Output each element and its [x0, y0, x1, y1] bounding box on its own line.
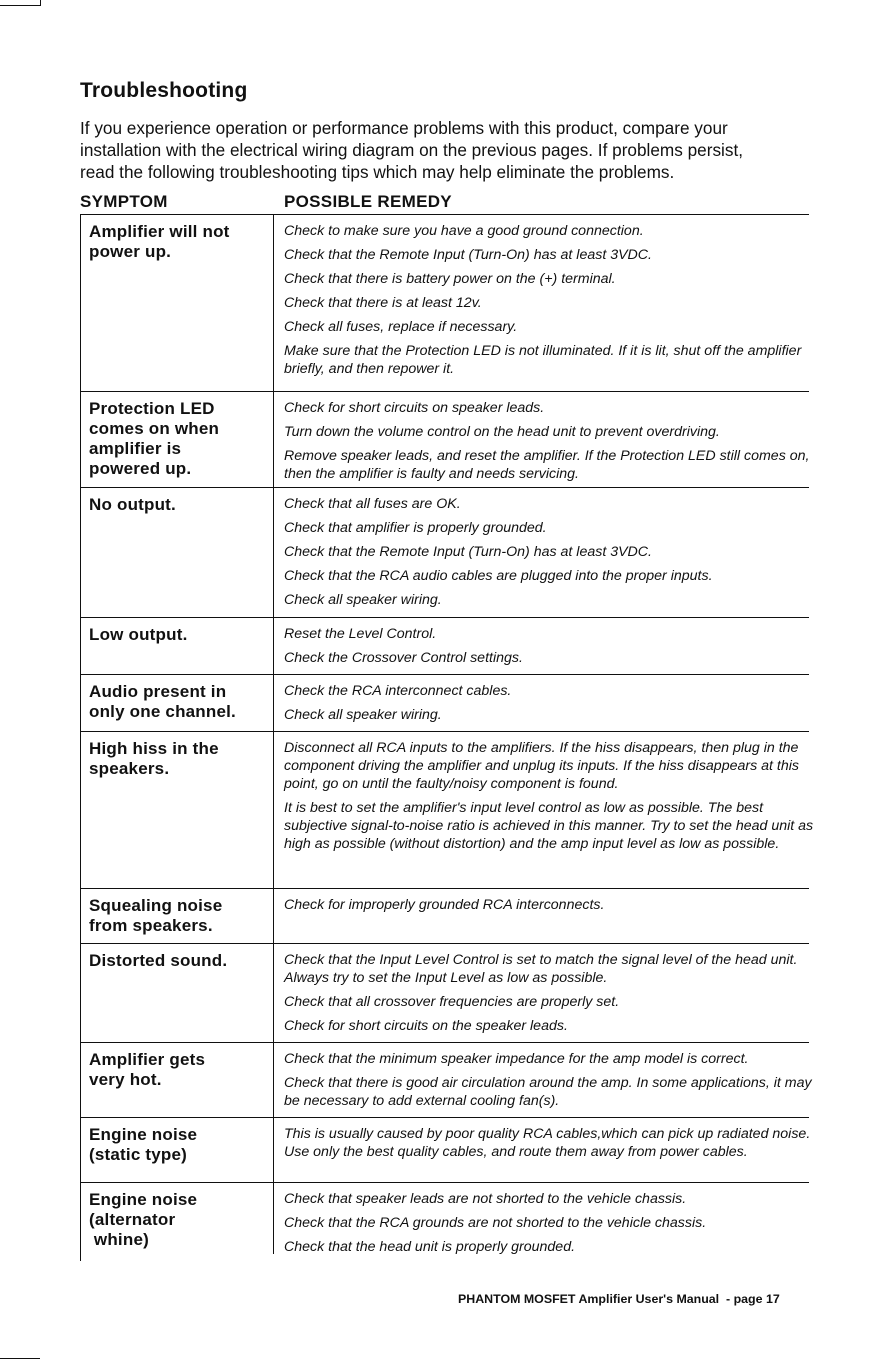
crop-mark-bottom [0, 1358, 40, 1362]
symptom-line: Amplifier will not [89, 222, 230, 241]
remedy-item: Check that the Remote Input (Turn-On) has at least 3VDC. [284, 247, 652, 263]
remedy-item: This is usually caused by poor quality RCA cables,which can pick up radiated noise. Use only the best quality cables, and route them away from power cables. [284, 1126, 811, 1160]
remedy-item: Make sure that the Protection LED is not illuminated. If it is lit, shut off the amplifier briefly, and then repower it. [284, 343, 802, 377]
intro-line: installation with the electrical wiring diagram on the previous pages. If problems persist, [80, 140, 743, 160]
symptom-line: Engine noise [89, 1190, 198, 1209]
page-footer: PHANTOM MOSFET Amplifier User's Manual - page 17 [458, 1292, 780, 1306]
symptom-cell [89, 1190, 269, 1250]
symptom-cell [89, 951, 269, 971]
symptom-line: amplifier is [89, 439, 182, 458]
symptom-cell [89, 495, 269, 515]
remedy-cell [284, 625, 819, 673]
left-border [80, 214, 81, 1261]
symptom-line: Distorted sound. [89, 951, 228, 970]
remedy-item: Check that the Remote Input (Turn-On) has at least 3VDC. [284, 544, 652, 560]
symptom-cell [89, 399, 269, 479]
remedy-item: Check that the Input Level Control is set to match the signal level of the head unit. Always try to set the Input Level as low as possible. [284, 952, 798, 986]
intro-paragraph [80, 117, 825, 183]
row-rule [80, 1182, 809, 1183]
symptom-line: comes on when [89, 419, 220, 438]
symptom-cell [89, 739, 269, 779]
remedy-cell [284, 1125, 819, 1167]
symptom-line: powered up. [89, 459, 192, 478]
symptom-cell [89, 682, 269, 722]
remedy-cell [284, 896, 819, 920]
row-rule [80, 888, 809, 889]
symptom-line: speakers. [89, 759, 170, 778]
remedy-item: Check for short circuits on speaker leads. [284, 400, 545, 416]
remedy-item: Check that the minimum speaker impedance for the amp model is correct. [284, 1051, 749, 1067]
remedy-item: Disconnect all RCA inputs to the amplifiers. If the hiss disappears, then plug in the component driving the amplifier and unplug its inputs. If the hiss disappears at this point, go on until the faulty/noisy component is found. [284, 740, 799, 792]
symptom-line: very hot. [89, 1070, 162, 1089]
remedy-item: Check all speaker wiring. [284, 707, 442, 723]
remedy-item: Check to make sure you have a good ground connection. [284, 223, 644, 239]
remedy-header: POSSIBLE REMEDY [284, 192, 452, 211]
symptom-line: Protection LED [89, 399, 215, 418]
symptom-cell [89, 896, 269, 936]
symptom-line: High hiss in the [89, 739, 219, 758]
remedy-cell [284, 399, 819, 489]
page-title: Troubleshooting [80, 79, 248, 102]
remedy-item: Check for improperly grounded RCA interconnects. [284, 897, 605, 913]
row-rule [80, 1117, 809, 1118]
remedy-item: Check all fuses, replace if necessary. [284, 319, 518, 335]
remedy-item: Check that there is battery power on the (+) terminal. [284, 271, 616, 287]
symptom-line: only one channel. [89, 702, 236, 721]
symptom-line: No output. [89, 495, 176, 514]
remedy-item: Check that all crossover frequencies are properly set. [284, 994, 620, 1010]
row-rule [80, 617, 809, 618]
remedy-item: Reset the Level Control. [284, 626, 437, 642]
symptom-line: from speakers. [89, 916, 213, 935]
symptom-line: whine) [89, 1230, 149, 1249]
column-divider [273, 214, 274, 1254]
remedy-item: Remove speaker leads, and reset the amplifier. If the Protection LED still comes on, then the amplifier is faulty and needs servicing. [284, 448, 810, 482]
remedy-cell [284, 951, 819, 1041]
symptom-line: (static type) [89, 1145, 188, 1164]
row-rule [80, 943, 809, 944]
intro-line: read the following troubleshooting tips which may help eliminate the problems. [80, 162, 675, 182]
row-rule [80, 674, 809, 675]
remedy-item: Check that all fuses are OK. [284, 496, 461, 512]
remedy-item: Check that there is at least 12v. [284, 295, 482, 311]
remedy-item: Check that the head unit is properly grounded. [284, 1239, 576, 1255]
row-rule [80, 1042, 809, 1043]
symptom-header: SYMPTOM [80, 192, 168, 211]
symptom-line: Low output. [89, 625, 188, 644]
row-rule [80, 391, 809, 392]
symptom-line: Amplifier gets [89, 1050, 206, 1069]
symptom-cell [89, 1125, 269, 1165]
remedy-cell [284, 1190, 819, 1262]
remedy-item: It is best to set the amplifier's input level control as low as possible. The best subjective signal-to-noise ratio is achieved in this manner. Try to set the head unit as high as possible (without distortion) and the amp input level as low as possible. [284, 800, 814, 852]
remedy-item: Check that speaker leads are not shorted to the vehicle chassis. [284, 1191, 687, 1207]
crop-mark-top [0, 0, 41, 6]
intro-line: If you experience operation or performance problems with this product, compare your [80, 118, 728, 138]
remedy-item: Check that the RCA grounds are not shorted to the vehicle chassis. [284, 1215, 707, 1231]
remedy-item: Check all speaker wiring. [284, 592, 442, 608]
remedy-item: Check that amplifier is properly grounded. [284, 520, 547, 536]
remedy-cell [284, 1050, 819, 1116]
remedy-cell [284, 739, 819, 859]
symptom-line: Audio present in [89, 682, 227, 701]
remedy-cell [284, 222, 819, 384]
symptom-line: power up. [89, 242, 172, 261]
symptom-line: Squealing noise [89, 896, 223, 915]
remedy-item: Check for short circuits on the speaker leads. [284, 1018, 568, 1034]
row-rule [80, 487, 809, 488]
symptom-cell [89, 1050, 269, 1090]
remedy-item: Check that there is good air circulation around the amp. In some applications, it may be necessary to add external cooling fan(s). [284, 1075, 812, 1109]
symptom-line: Engine noise [89, 1125, 198, 1144]
remedy-cell [284, 495, 819, 615]
remedy-cell [284, 682, 819, 730]
remedy-item: Turn down the volume control on the head unit to prevent overdriving. [284, 424, 720, 440]
symptom-cell [89, 222, 269, 262]
symptom-cell [89, 625, 269, 645]
remedy-item: Check that the RCA audio cables are plugged into the proper inputs. [284, 568, 713, 584]
remedy-item: Check the RCA interconnect cables. [284, 683, 512, 699]
row-rule [80, 214, 809, 215]
remedy-item: Check the Crossover Control settings. [284, 650, 523, 666]
symptom-line: (alternator [89, 1210, 176, 1229]
row-rule [80, 731, 809, 732]
